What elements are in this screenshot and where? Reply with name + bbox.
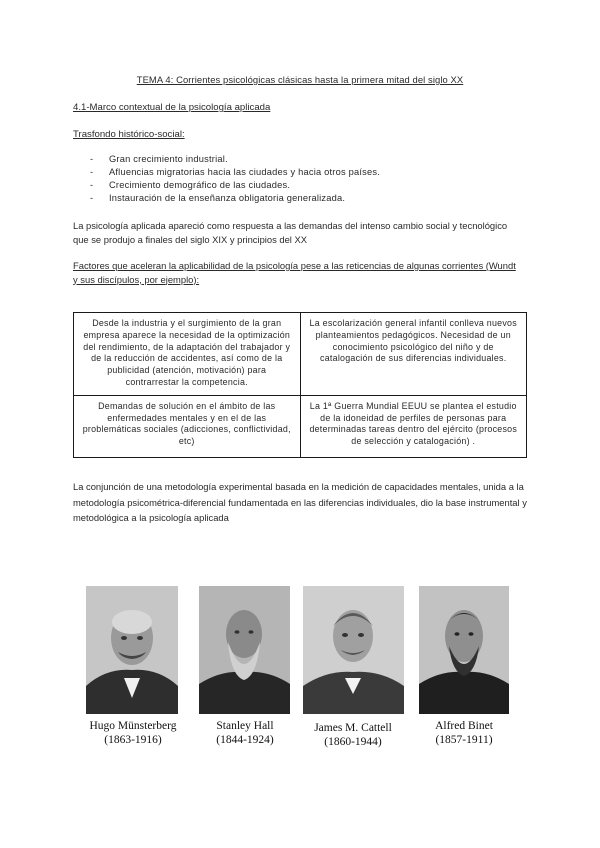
portrait-name: Stanley Hall: [216, 720, 274, 732]
portrait-years: (1860-1944): [324, 736, 382, 748]
bullet-marker: -: [90, 154, 94, 164]
portrait-years: (1844-1924): [216, 734, 274, 746]
table-row: [74, 395, 527, 457]
section-heading: 4.1-Marco contextual de la psicología aplicada: [73, 102, 271, 113]
factors-table: [73, 312, 527, 458]
table-row: [74, 313, 527, 396]
document-title: TEMA 4: Corrientes psicológicas clásicas hasta la primera mitad del siglo XX: [136, 74, 464, 85]
caption-hall: [186, 719, 304, 747]
list-item-text: Afluencias migratorias hacia las ciudades y hacia otros países.: [109, 167, 380, 177]
table-cell-world-war: La 1ª Guerra Mundial EEUU se plantea el estudio de la idoneidad de perfiles de personas para determinadas tareas dentro del ejército (procesos de selección y catalogación) .: [300, 395, 527, 457]
portrait-years: (1863-1916): [104, 734, 162, 746]
portrait-name: Alfred Binet: [435, 720, 493, 732]
list-item: [90, 192, 345, 205]
list-item: [90, 179, 290, 192]
subheading-accelerating-factors: Factores que aceleran la aplicabilidad de la psicología pese a las reticencias de algunas corrientes (Wundt y sus discípulos, por ejemplo):: [73, 260, 516, 285]
paragraph-methodology: La conjunción de una metodología experimental basada en la medición de capacidades mentales, unida a la metodología psicométrica-diferencial fundamentada en las diferencias individuales, dio la base instrumental y metodológica a la psicología aplicada: [73, 481, 527, 523]
bullet-marker: -: [90, 193, 94, 203]
portrait-years: (1857-1911): [435, 734, 493, 746]
list-item: [90, 153, 228, 166]
table-cell-mental-illness: Demandas de solución en el ámbito de las enfermedades mentales y en el de las problemáticas sociales (adicciones, conflictividad, etc): [74, 395, 301, 457]
portrait-munsterberg: [86, 586, 178, 714]
portrait-binet: [419, 586, 509, 714]
subheading-historical-background: Trasfondo histórico-social:: [73, 129, 185, 140]
list-item: [90, 166, 380, 179]
list-item-text: Gran crecimiento industrial.: [109, 154, 228, 164]
list-item-text: Instauración de la enseñanza obligatoria generalizada.: [109, 193, 346, 203]
portrait-cattell: [303, 586, 404, 714]
caption-cattell: [294, 721, 412, 749]
list-item-text: Crecimiento demográfico de las ciudades.: [109, 180, 291, 190]
bullet-marker: -: [90, 167, 94, 177]
bullet-marker: -: [90, 180, 94, 190]
portrait-name: Hugo Münsterberg: [89, 720, 177, 732]
paragraph-applied-psychology-origin: La psicología aplicada apareció como respuesta a las demandas del intenso cambio social y tecnológico que se produjo a finales del siglo XIX y principios del XX: [73, 220, 508, 245]
portrait-name: James M. Cattell: [314, 722, 392, 734]
table-cell-schooling: La escolarización general infantil conlleva nuevos planteamientos pedagógicos. Necesidad de un conocimiento psicológico del niño y de catalogación de sus diferencias individuales.: [300, 313, 527, 396]
table-cell-industry: Desde la industria y el surgimiento de la gran empresa aparece la necesidad de la optimización del rendimiento, de la adaptación del trabajador y de la reducción de accidentes, así como de la publicidad (atención, motivación) para contrarrestar la competencia.: [74, 313, 301, 396]
portrait-hall: [199, 586, 290, 714]
caption-binet: [405, 719, 523, 747]
caption-munsterberg: [74, 719, 192, 747]
